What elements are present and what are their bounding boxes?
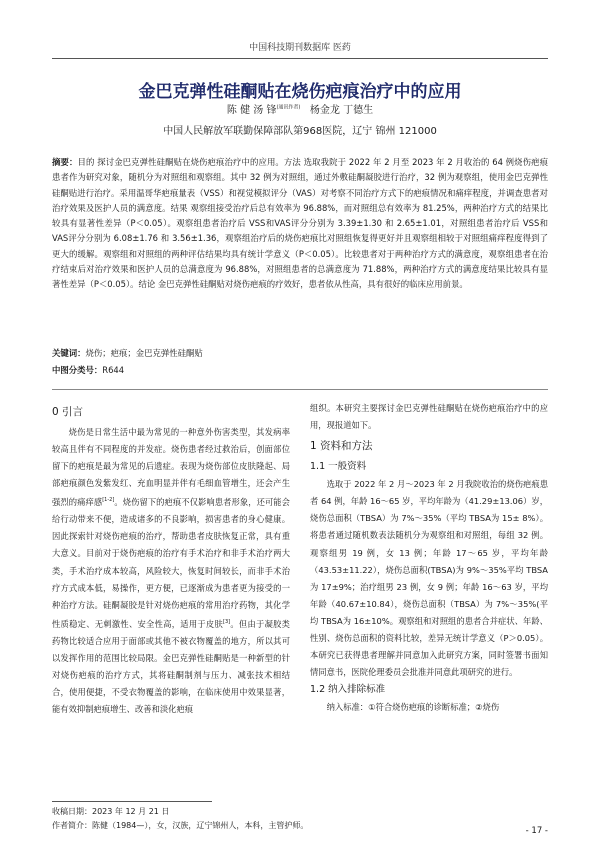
- citation-3: [3]: [223, 618, 231, 625]
- left-column: [52, 400, 290, 718]
- clc-text: R644: [102, 365, 125, 375]
- subsection-heading-general: 1.1 一般资料: [310, 461, 367, 473]
- abstract-rule: [52, 389, 548, 390]
- intro-text-2: 。烧伤留下的疤痕不仅影响患者形象，还可能会给行动带来不便，造成诸多的不良影响，损害患者的身心健康。因此探索针对烧伤疤痕的治疗，帮助患者皮肤恢复正常，具有重大意义。目前对于烧伤疤痕的治疗有手术治疗和非手术治疗两大类，手术治疗成本较高，风险较大，恢复时间较长，而非手术治疗方式成本低，易操作，更方便，已逐渐成为患者更为接受的一种治疗方法。硅酮凝胶是针对烧伤疤痕的常用治疗药物，其化学性质稳定、无刺激性、安全性高，适用于皮肤: [52, 497, 290, 629]
- corresponding-author-mark: (通讯作者): [276, 104, 301, 111]
- intro-paragraph: [52, 424, 290, 718]
- keywords: [52, 347, 548, 359]
- abstract-label: 摘要：: [52, 157, 78, 167]
- page-number: - 17 -: [525, 826, 548, 836]
- paper-title: 金巴克弹性硅酮贴在烧伤疤痕治疗中的应用: [138, 82, 462, 102]
- abstract-text: 目的 探讨金巴克弹性硅酮贴在烧伤疤痕治疗中的应用。方法 选取我院于 2022 年 2 月至 2023 年 2 月收治的 64 例烧伤疤痕患者作为研究对象，随机分为对照组和观察组。其中 32 例为对照组，通过外敷硅酮凝胶进行治疗，32 例为观察组，使用金巴克弹性硅酮贴进行治疗。采用温哥华疤痕量表（VSS）和视觉模拟评分（VAS）对考察不同治疗方式下的疤痕情况和痛痒程度，并调查患者对治疗效果及医护人员的满意度。结果 观察组接受治疗后总有效率为 96.88%，而对照组总有效率为 81.25%，两种治疗方式的结果比较具有显著性差异（P＜0.05）。观察组患者治疗后 VSS和VAS评分分别为 3.39±1.30 和 2.65±1.01，对照组患者治疗后 VSS和VAS评分分别为 6.08±1.76 和 3.56±1.36，观察组治疗后的烧伤疤痕比对照组恢复得更好并且观察组相较于对照组痛痒程度得到了更大的缓解。观察组和对照组的两种评估结果均具有统计学意义（P＜0.05）。比较患者对于两种治疗方式的满意度，观察组患者在治疗结束后对治疗效果和医护人员的总满意度为 96.88%，对照组患者的总满意度为 71.88%，两种治疗方式的满意度结果比较具有显著性差异（P＜0.05）。结论 金巴克弹性硅酮贴对烧伤疤痕的疗效好，患者依从性高，具有很好的临床应用前景。: [52, 157, 549, 290]
- affiliation: 中国人民解放军联勤保障部队第968医院，辽宁 锦州 121000: [163, 126, 437, 137]
- journal-header: 中国科技期刊数据库 医药: [249, 43, 351, 53]
- intro-text-1: 烧伤是日常生活中最为常见的一种意外伤害类型，其发病率较高且伴有不同程度的并发症。烧伤患者经过救治后，创面部位留下的疤痕是最为常见的后遗症。表现为烧伤部位皮肤隆起、局部疤痕颜色发紫发红、充血明显并伴有毛细血管增生，还会产生强烈的痛痒感: [52, 427, 290, 508]
- right-column: [310, 400, 548, 716]
- clc-label: 中图分类号：: [52, 365, 103, 375]
- keywords-label: 关键词：: [52, 348, 86, 358]
- citation-1: [1-2]: [102, 497, 115, 504]
- author-line: [0, 101, 600, 116]
- received-date: 收稿日期：2023 年 12 月 21 日: [52, 807, 170, 816]
- intro-continuation: 组织。本研究主要探讨金巴克弹性硅酮贴在烧伤疤痕治疗中的应用，现报道如下。: [310, 403, 548, 431]
- section-heading-materials: 1 资料和方法: [310, 440, 373, 453]
- header-rule: [52, 58, 548, 59]
- author-bio: 作者简介：陈健（1984—），女，汉族，辽宁锦州人，本科，主管护师。: [52, 821, 309, 830]
- general-data-paragraph: 选取于 2022 年 2 月～2023 年 2 月我院收治的烧伤疤痕患者 64 例，年龄 16～65 岁，平均年龄为（41.29±13.06）岁，烧伤总面积（TBSA）为 7%～35%（平均 TBSA为 15± 8%）。将患者通过随机数表法随机分为观察组和对照组，每组 32 例。观察组男 19 例，女 13 例；年龄 17～65 岁，平均年龄（43.53±11.22），烧伤总面积(TBSA)为 9%～35%平均 TBSA为 17±9%；治疗组男 23 例，女 9 例；年龄 16～63 岁，平均年龄（40.67±10.84），烧伤总面积（TBSA）为 7%～35%(平均 TBSA为 16±10%。观察组和对照组的患者合并症状、年龄、性别、烧伤总面积的资料比较，差异无统计学意义（P＞0.05）。本研究已获得患者理解并同意加入此研究方案，同时签署书面知情同意书，医院伦理委员会批准并同意此项研究的进行。: [310, 479, 548, 678]
- keywords-text: 烧伤；疤痕；金巴克弹性硅酮贴: [85, 348, 203, 358]
- author-names-2: 杨金龙 丁德生: [309, 105, 374, 116]
- footnote-rule: [52, 801, 212, 802]
- section-heading-intro: 0 引言: [52, 406, 84, 418]
- clc-number: [52, 364, 548, 376]
- abstract: [52, 155, 548, 293]
- intro-text-3: 。但由于凝胶类药物比较适合应用于面部或其他不被衣物覆盖的地方，所以其可以发挥作用的范围比较局限。金巴克弹性硅酮贴是一种新型的针对烧伤疤痕的治疗方式，其将硅酮制剂与压力、减张技术相结合，使用便捷，不受衣物覆盖的影响，在临床使用中效果显著，能有效抑制疤痕增生、改善和淡化疤痕: [52, 618, 290, 715]
- author-names-1: 陈 健 汤 锋: [226, 105, 277, 116]
- subsection-heading-criteria: 1.2 纳入排除标准: [310, 684, 386, 696]
- criteria-paragraph: 纳入标准：①符合烧伤疤痕的诊断标准；②烧伤: [326, 702, 500, 713]
